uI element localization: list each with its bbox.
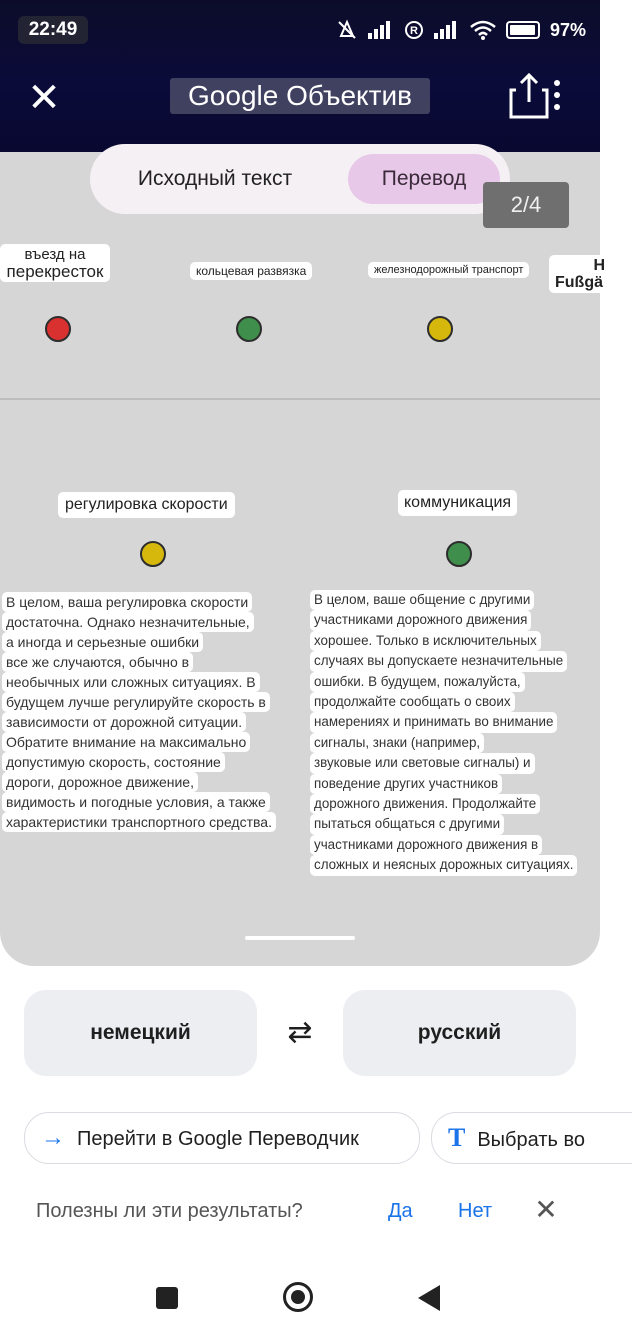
paragraph-line: все же случаются, обычно в <box>2 652 193 672</box>
paragraph-line: зависимости от дорожной ситуации. <box>2 712 246 732</box>
signal-icon-2 <box>434 21 460 39</box>
label-communication: коммуникация <box>398 490 517 516</box>
svg-text:R: R <box>409 25 418 37</box>
label-speed-control: регулировка скорости <box>58 492 235 518</box>
traffic-light-red <box>45 316 71 342</box>
roaming-icon <box>404 20 424 40</box>
paragraph-line: продолжайте сообщать о своих <box>310 692 515 712</box>
feedback-close-icon[interactable]: ✕ <box>534 1194 558 1225</box>
share-icon[interactable] <box>508 72 550 120</box>
paragraph-line: а иногда и серьезные ошибки <box>2 632 203 652</box>
more-options-icon[interactable] <box>552 80 562 110</box>
paragraph-line: звуковые или световые сигналы) и <box>310 753 535 773</box>
paragraph-line: участниками дорожного движения в <box>310 835 542 855</box>
paragraph-line: достаточна. Однако незначительные, <box>2 612 254 632</box>
mute-icon <box>336 19 358 41</box>
feedback-no-button[interactable]: Нет <box>458 1200 493 1222</box>
chip-label: Выбрать во <box>477 1129 585 1151</box>
label-roundabout: кольцевая развязка <box>190 262 312 280</box>
paragraph-line: ошибки. В будущем, пожалуйста, <box>310 672 525 692</box>
recents-button[interactable] <box>156 1287 178 1309</box>
paragraph-line: хорошее. Только в исключительных <box>310 631 541 651</box>
view-toggle <box>90 144 510 214</box>
traffic-light-green <box>236 316 262 342</box>
header-bar <box>0 0 600 152</box>
paragraph-line: допустимую скорость, состояние <box>2 752 225 772</box>
paragraph-line: В целом, ваша регулировка скорости <box>2 592 252 612</box>
table-divider <box>0 398 600 400</box>
traffic-light-yellow-2 <box>140 541 166 567</box>
battery-percent: 97% <box>549 19 586 40</box>
back-button[interactable] <box>418 1285 440 1311</box>
paragraph-line: В целом, ваше общение с другими <box>310 590 534 610</box>
page-indicator: 2/4 <box>483 182 569 228</box>
home-button[interactable] <box>283 1282 313 1312</box>
paragraph-line: пытаться общаться с другими <box>310 814 504 834</box>
tab-source-text[interactable]: Исходный текст <box>137 167 293 190</box>
traffic-light-yellow <box>427 316 453 342</box>
signal-icon <box>368 21 394 39</box>
paragraph-line: видимость и погодные условия, а также <box>2 792 270 812</box>
paragraph-line: дорожного движения. Продолжайте <box>310 794 540 814</box>
text-select-icon: T <box>448 1123 466 1152</box>
paragraph-line: сигналы, знаки (например, <box>310 733 484 753</box>
paragraph-line: намерениях и принимать во внимание <box>310 712 557 732</box>
close-button[interactable]: ✕ <box>27 76 61 120</box>
wifi-icon <box>470 20 496 40</box>
label-railway: железнодорожный транспорт <box>368 262 529 278</box>
status-time: 22:49 <box>18 16 88 44</box>
feedback-yes-button[interactable]: Да <box>388 1200 413 1222</box>
select-text-chip[interactable] <box>431 1112 632 1164</box>
app-title: Google Объектив <box>170 78 430 114</box>
target-language-button[interactable]: русский <box>343 990 576 1076</box>
paragraph-line: случаях вы допускаете незначительные <box>310 651 567 671</box>
paragraph-line: участниками дорожного движения <box>310 610 531 630</box>
swap-languages-icon[interactable]: ⇄ <box>287 1016 313 1049</box>
paragraph-line: будущем лучше регулируйте скорость в <box>2 692 270 712</box>
translated-image <box>0 152 605 966</box>
label-pedestrian: H Fußgä <box>549 255 621 293</box>
source-language-button[interactable]: немецкий <box>24 990 257 1076</box>
battery-icon <box>506 21 540 39</box>
paragraph-line: дороги, дорожное движение, <box>2 772 198 792</box>
drag-handle[interactable] <box>245 936 355 940</box>
status-icons <box>336 16 586 44</box>
paragraph-line: сложных и неясных дорожных ситуациях. <box>310 855 577 875</box>
paragraph-line: поведение других участников <box>310 774 502 794</box>
arrow-right-icon: → <box>41 1124 65 1151</box>
chip-label: Перейти в Google Переводчик <box>77 1128 359 1150</box>
open-translate-chip[interactable] <box>24 1112 420 1164</box>
paragraph-line: характеристики транспортного средства. <box>2 812 276 832</box>
feedback-question: Полезны ли эти результаты? <box>36 1200 303 1222</box>
paragraph-line: Обратите внимание на максимально <box>2 732 250 752</box>
traffic-light-green-2 <box>446 541 472 567</box>
translated-paragraph-communication <box>310 590 577 876</box>
translated-paragraph-speed <box>2 592 276 832</box>
paragraph-line: необычных или сложных ситуациях. В <box>2 672 260 692</box>
tab-translation[interactable]: Перевод <box>348 154 500 204</box>
label-intersection: въезд на перекресток <box>0 244 110 282</box>
